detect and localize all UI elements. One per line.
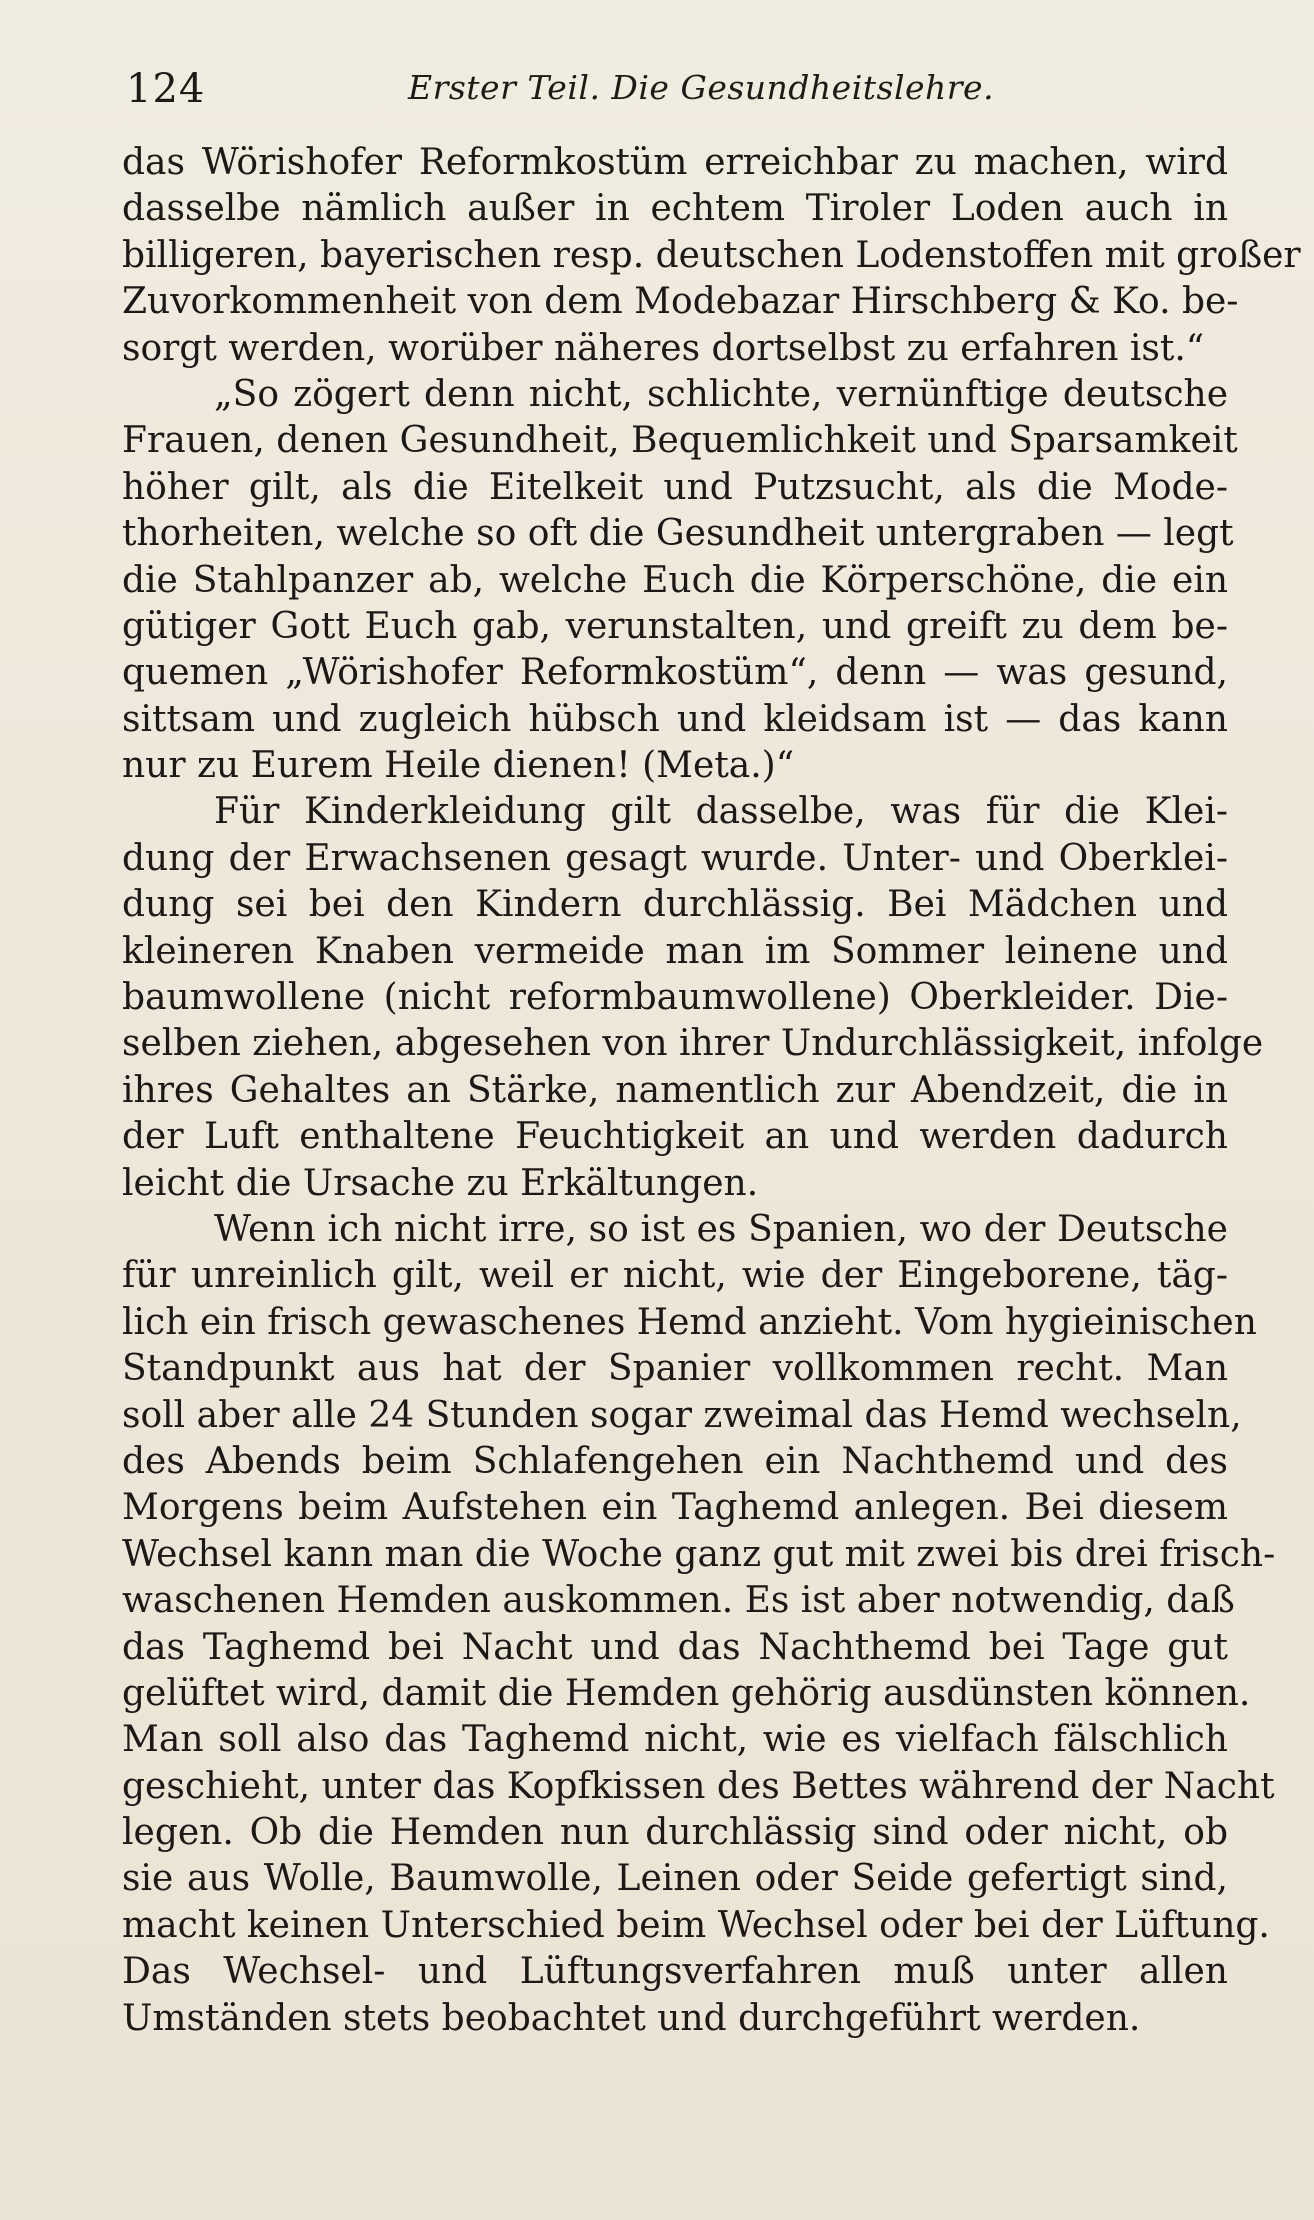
text-line: thorheiten, welche so oft die Gesundheit untergraben — legt <box>122 513 1234 555</box>
text-line: Frauen, denen Gesundheit, Bequemlichkeit und Sparsamkeit <box>122 420 1238 462</box>
text-line: soll aber alle 24 Stunden sogar zweimal das Hemd wechseln, <box>122 1394 1242 1436</box>
text-line: Wechsel kann man die Woche ganz gut mit zwei bis drei frisch- <box>122 1533 1276 1575</box>
text-line: Morgens beim Aufstehen ein Taghemd anlegen. Bei diesem <box>122 1487 1228 1529</box>
text-line: Man soll also das Taghemd nicht, wie es vielfach fälschlich <box>122 1719 1228 1761</box>
text-line: des Abends beim Schlafengehen ein Nachthemd und des <box>122 1440 1228 1482</box>
text-line: Umständen stets beobachtet und durchgeführt werden. <box>122 1997 1141 2039</box>
paragraph-1 <box>122 140 1301 372</box>
text-line: Das Wechsel- und Lüftungsverfahren muß unter allen <box>122 1951 1228 1993</box>
text-line: dung der Erwachsenen gesagt wurde. Unter- und Oberklei- <box>122 837 1228 879</box>
paragraph-3 <box>122 789 1264 1207</box>
text-line: legen. Ob die Hemden nun durchlässig sind oder nicht, ob <box>122 1812 1228 1854</box>
text-line: selben ziehen, abgesehen von ihrer Undurchlässigkeit, infolge <box>122 1023 1264 1065</box>
text-line: ihres Gehaltes an Stärke, namentlich zur Abendzeit, die in <box>122 1069 1228 1111</box>
text-line: gelüftet wird, damit die Hemden gehörig ausdünsten können. <box>122 1672 1251 1714</box>
text-line: billigeren, bayerischen resp. deutschen Lodenstoffen mit großer <box>122 234 1301 276</box>
text-line: sie aus Wolle, Baumwolle, Leinen oder Seide gefertigt sind, <box>122 1858 1228 1900</box>
text-line: macht keinen Unterschied beim Wechsel oder bei der Lüftung. <box>122 1904 1270 1946</box>
text-line: geschieht, unter das Kopfkissen des Bettes während der Nacht <box>122 1765 1275 1807</box>
text-line: dasselbe nämlich außer in echtem Tiroler Loden auch in <box>122 188 1228 230</box>
running-head: Erster Teil. Die Gesundheitslehre. <box>408 68 995 107</box>
text-line: Standpunkt aus hat der Spanier vollkommen recht. Man <box>122 1348 1228 1390</box>
text-line: dung sei bei den Kindern durchlässig. Bei Mädchen und <box>122 884 1228 926</box>
text-line: Wenn ich nicht irre, so ist es Spanien, wo der Deutsche <box>214 1208 1228 1250</box>
text-line: quemen „Wörishofer Reformkostüm“, denn — was gesund, <box>122 652 1228 694</box>
text-line: für unreinlich gilt, weil er nicht, wie der Eingeborene, täg- <box>122 1255 1228 1297</box>
text-line: das Wörishofer Reformkostüm erreichbar zu machen, wird <box>122 142 1228 183</box>
paragraph-2 <box>122 372 1238 790</box>
text-line: baumwollene (nicht reformbaumwollene) Oberkleider. Die- <box>122 977 1228 1019</box>
text-line: sorgt werden, worüber näheres dortselbst zu erfahren ist.“ <box>122 327 1205 369</box>
text-line: das Taghemd bei Nacht und das Nachthemd bei Tage gut <box>122 1626 1228 1668</box>
paragraph-4 <box>122 1207 1276 2042</box>
page-header <box>112 62 1232 122</box>
text-line: der Luft enthaltene Feuchtigkeit an und werden dadurch <box>122 1116 1228 1158</box>
text-line: waschenen Hemden auskommen. Es ist aber notwendig, daß <box>122 1580 1235 1622</box>
text-line: leicht die Ursache zu Erkältungen. <box>122 1162 759 1204</box>
text-line: Für Kinderkleidung gilt dasselbe, was für die Klei- <box>214 791 1228 833</box>
text-line: lich ein frisch gewaschenes Hemd anzieht. Vom hygieinischen <box>122 1301 1257 1343</box>
text-line: nur zu Eurem Heile dienen! (Meta.)“ <box>122 745 795 787</box>
text-line: die Stahlpanzer ab, welche Euch die Körperschöne, die ein <box>122 559 1228 601</box>
text-line: „So zögert denn nicht, schlichte, vernünftige deutsche <box>214 373 1228 415</box>
text-line: Zuvorkommenheit von dem Modebazar Hirschberg & Ko. be- <box>122 281 1239 323</box>
body-text <box>122 140 1301 2042</box>
page-number: 124 <box>126 66 206 112</box>
text-line: gütiger Gott Euch gab, verunstalten, und greift zu dem be- <box>122 605 1228 647</box>
text-line: höher gilt, als die Eitelkeit und Putzsucht, als die Mode- <box>122 466 1228 508</box>
text-line: kleineren Knaben vermeide man im Sommer leinene und <box>122 930 1228 972</box>
text-line: sittsam und zugleich hübsch und kleidsam ist — das kann <box>122 698 1228 740</box>
